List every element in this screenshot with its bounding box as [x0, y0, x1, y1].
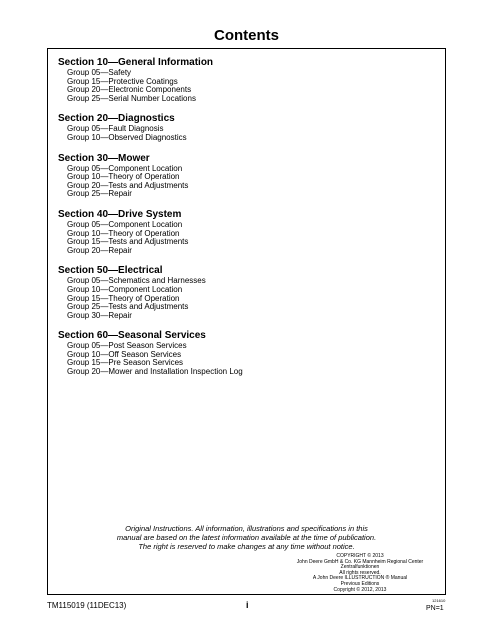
section-title[interactable]: Section 40—Drive System	[58, 208, 182, 220]
notice-line: manual are based on the latest information available at the time of publication.	[116, 533, 377, 542]
contents-list	[58, 57, 438, 387]
group-entry[interactable]: Group 20—Electronic Components	[67, 85, 192, 95]
notice-line: Original Instructions. All information, illustrations and specifications in this	[125, 524, 368, 533]
section-title[interactable]: Section 50—Electrical	[58, 265, 163, 277]
page-number: i	[246, 600, 249, 610]
contents-section	[58, 113, 438, 142]
group-entry[interactable]: Group 25—Repair	[67, 189, 132, 199]
group-entry[interactable]: Group 15—Pre Season Services	[67, 358, 184, 368]
contents-section	[58, 57, 438, 103]
group-entry[interactable]: Group 10—Observed Diagnostics	[67, 132, 187, 142]
notice-line: The right is reserved to make changes at any time without notice.	[138, 542, 355, 551]
page-title: Contents	[214, 27, 279, 44]
group-entry[interactable]: Group 15—Protective Coatings	[67, 76, 178, 86]
copyright-line: COPYRIGHT © 2013	[336, 553, 384, 559]
group-entry[interactable]: Group 15—Tests and Adjustments	[67, 237, 189, 247]
group-entry[interactable]: Group 05—Schematics and Harnesses	[67, 276, 206, 286]
group-entry[interactable]: Group 05—Post Season Services	[67, 341, 187, 351]
group-entry[interactable]: Group 10—Off Season Services	[67, 349, 182, 359]
copyright-line: All rights reserved.	[339, 569, 381, 576]
group-entry[interactable]: Group 25—Serial Number Locations	[67, 93, 196, 103]
contents-section	[58, 265, 438, 320]
copyright-line: Zentralfunktionen	[340, 564, 380, 571]
group-entry[interactable]: Group 05—Fault Diagnosis	[67, 124, 164, 134]
group-entry[interactable]: Group 30—Repair	[67, 310, 132, 320]
group-entry[interactable]: Group 25—Tests and Adjustments	[67, 302, 189, 312]
publication-notice	[108, 524, 385, 551]
section-title[interactable]: Section 60—Seasonal Services	[58, 330, 206, 342]
copyright-block	[290, 554, 430, 593]
group-entry[interactable]: Group 20—Mower and Installation Inspection Log	[67, 367, 243, 377]
group-entry[interactable]: Group 10—Component Location	[67, 284, 183, 294]
pn-label: PN=1	[426, 605, 444, 612]
contents-section	[58, 153, 438, 199]
copyright-line: Previous Editions	[340, 580, 380, 587]
group-entry[interactable]: Group 20—Tests and Adjustments	[67, 180, 189, 190]
group-entry[interactable]: Group 15—Theory of Operation	[67, 293, 180, 303]
group-entry[interactable]: Group 10—Theory of Operation	[67, 172, 180, 182]
footer-code: 121610	[432, 598, 446, 603]
copyright-line: A John Deere ILLUSTRUCTION ® Manual	[312, 575, 408, 582]
contents-section	[58, 209, 438, 255]
section-title[interactable]: Section 20—Diagnostics	[58, 113, 175, 125]
contents-section	[58, 330, 438, 376]
copyright-line: John Deere GmbH & Co. KG Mannheim Regional Center	[296, 558, 424, 565]
group-entry[interactable]: Group 05—Component Location	[67, 163, 183, 173]
section-title[interactable]: Section 10—General Information	[58, 57, 214, 68]
group-entry[interactable]: Group 20—Repair	[67, 245, 132, 255]
group-entry[interactable]: Group 05—Component Location	[67, 219, 183, 229]
copyright-line: Copyright © 2012, 2013	[333, 586, 387, 593]
manual-id: TM115019 (11DEC13)	[47, 601, 127, 610]
group-entry[interactable]: Group 05—Safety	[67, 68, 132, 77]
section-title[interactable]: Section 30—Mower	[58, 152, 150, 164]
group-entry[interactable]: Group 10—Theory of Operation	[67, 228, 180, 238]
